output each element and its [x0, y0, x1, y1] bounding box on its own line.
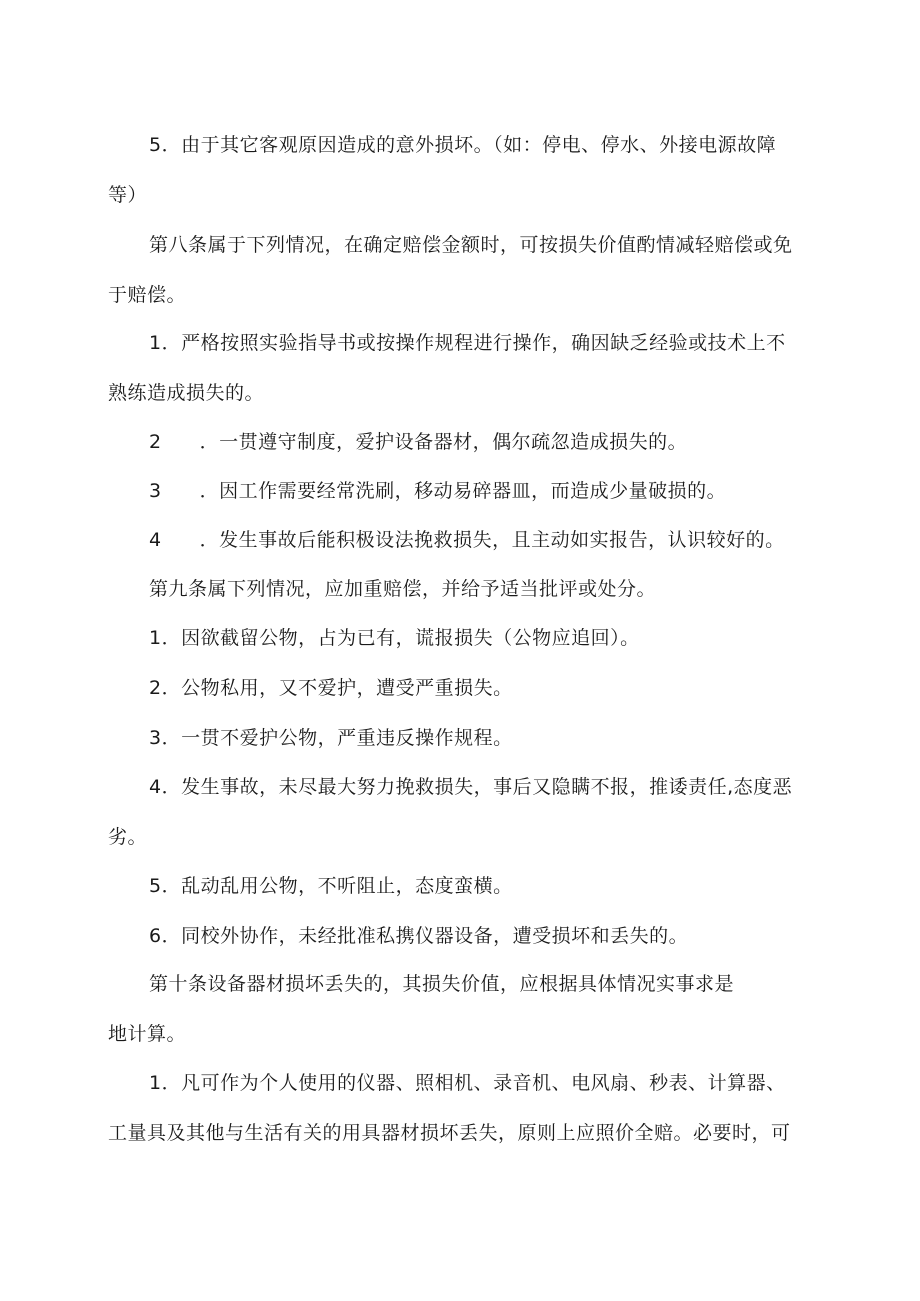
article-9-item-2: 2．公物私用，又不爱护，遭受严重损失。: [149, 677, 513, 699]
article-8-item-1-line-1: 1．严格按照实验指导书或按操作规程进行操作，确因缺乏经验或技术上不: [149, 332, 786, 354]
paragraph-item-5-line-2: 等）: [108, 184, 148, 206]
article-8-item-1-line-2: 熟练造成损失的。: [108, 382, 265, 404]
article-10-item-1-line-2: 工量具及其他与生活有关的用具器材损坏丢失，原则上应照价全赔。必要时，可: [108, 1122, 791, 1144]
item-text: ．发生事故后能积极设法挽救损失，且主动如实报告，认识较好的。: [199, 529, 785, 551]
item-number: 3: [149, 480, 162, 502]
article-8-item-3: [149, 478, 726, 504]
article-9-item-4-line-2: 劣。: [108, 826, 148, 848]
article-10-line-1: 第十条设备器材损坏丢失的，其损失价值，应根据具体情况实事求是: [149, 973, 735, 995]
article-8-line-2: 于赔偿。: [108, 284, 187, 306]
article-9-item-6: 6．同校外协作，未经批准私携仪器设备，遭受损坏和丢失的。: [149, 925, 689, 947]
article-9-item-1: 1．因欲截留公物，占为已有，谎报损失（公物应追回）。: [149, 627, 640, 649]
article-8-line-1: 第八条属于下列情况，在确定赔偿金额时，可按损失价值酌情减轻赔偿或免: [149, 234, 793, 256]
article-9-item-3: 3．一贯不爱护公物，严重违反操作规程。: [149, 727, 513, 749]
article-10-line-2: 地计算。: [108, 1023, 187, 1045]
paragraph-item-5-line-1: 5．由于其它客观原因造成的意外损坏。（如：停电、停水、外接电源故障: [149, 134, 777, 156]
article-9-item-4-line-1: 4．发生事故，未尽最大努力挽救损失，事后又隐瞒不报，推诿责任,态度恶: [149, 776, 793, 798]
item-text: ．一贯遵守制度，爱护设备器材，偶尔疏忽造成损失的。: [199, 431, 688, 453]
item-number: 4: [149, 529, 162, 551]
article-8-item-4: [149, 527, 785, 553]
article-9-heading: 第九条属下列情况，应加重赔偿，并给予适当批评或处分。: [149, 578, 657, 600]
article-10-item-1-line-1: 1．凡可作为个人使用的仪器、照相机、录音机、电风扇、秒表、计算器、: [149, 1072, 786, 1094]
article-9-item-5: 5．乱动乱用公物，不听阻止，态度蛮横。: [149, 875, 513, 897]
item-number: 2: [149, 431, 162, 453]
item-text: ．因工作需要经常洗刷，移动易碎器皿，而造成少量破损的。: [199, 480, 727, 502]
article-8-item-2: [149, 429, 687, 455]
